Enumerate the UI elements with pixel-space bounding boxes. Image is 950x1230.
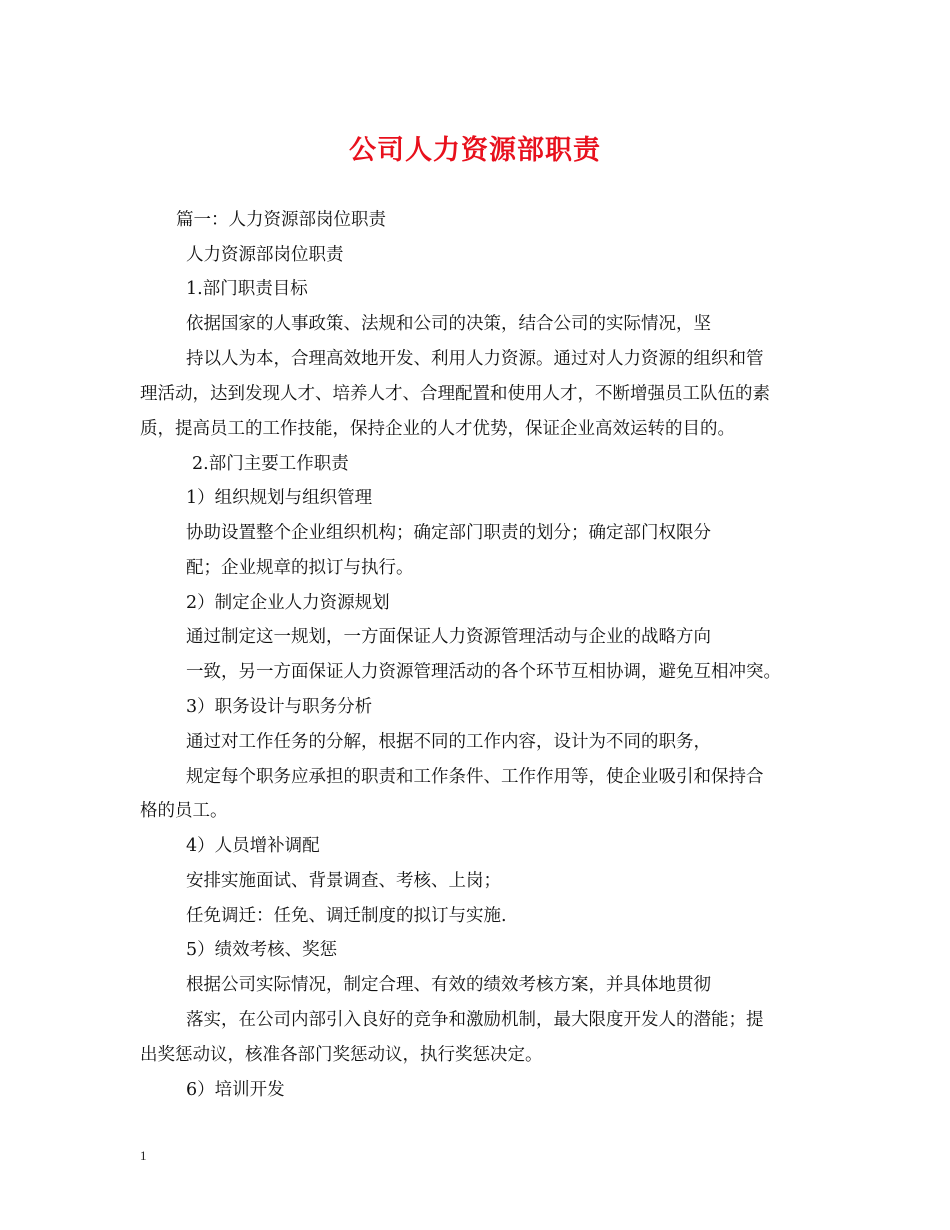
list-item-heading: 3）职务设计与职务分析 [186, 697, 373, 717]
paragraph-line: 格的员工。 [140, 801, 228, 821]
document-title: 公司人力资源部职责 [349, 135, 601, 166]
paragraph-line: 通过对工作任务的分解，根据不同的工作内容，设计为不同的职务， [186, 732, 711, 752]
paragraph-line: 任免调迁：任免、调迁制度的拟订与实施. [186, 906, 507, 926]
paragraph-line: 配；企业规章的拟订与执行。 [186, 558, 414, 578]
list-item-heading: 5）绩效考核、奖惩 [186, 940, 338, 960]
paragraph-line: 规定每个职务应承担的职责和工作条件、工作作用等，使企业吸引和保持合 [186, 767, 764, 787]
paragraph-line: 落实，在公司内部引入良好的竞争和激励机制，最大限度开发人的潜能；提 [186, 1010, 764, 1030]
list-item-heading: 4）人员增补调配 [186, 836, 320, 856]
paragraph-line: 通过制定这一规划，一方面保证人力资源管理活动与企业的战略方向 [186, 627, 711, 647]
list-item-heading: 1）组织规划与组织管理 [186, 488, 373, 508]
paragraph-line: 协助设置整个企业组织机构；确定部门职责的划分；确定部门权限分 [186, 523, 711, 543]
numbered-heading: 1.部门职责目标 [186, 279, 308, 299]
list-item-heading: 6）培训开发 [186, 1080, 285, 1100]
paragraph-line: 理活动，达到发现人才、培养人才、合理配置和使用人才，不断增强员工队伍的素 [140, 384, 770, 404]
numbered-heading: 2.部门主要工作职责 [192, 454, 349, 474]
paragraph-line: 根据公司实际情况，制定合理、有效的绩效考核方案，并具体地贯彻 [186, 975, 711, 995]
paragraph-line: 安排实施面试、背景调查、考核、上岗； [186, 871, 501, 891]
paragraph-line: 一致，另一方面保证人力资源管理活动的各个环节互相协调，避免互相冲突。 [186, 662, 781, 682]
paragraph-line: 依据国家的人事政策、法规和公司的决策，结合公司的实际情况，坚 [186, 314, 711, 334]
section-heading: 篇一：人力资源部岗位职责 [176, 210, 386, 230]
list-item-heading: 2）制定企业人力资源规划 [186, 593, 390, 613]
paragraph-line: 质，提高员工的工作技能，保持企业的人才优势，保证企业高效运转的目的。 [140, 419, 735, 439]
paragraph-line: 出奖惩动议，核准各部门奖惩动议，执行奖惩决定。 [140, 1045, 543, 1065]
paragraph-line: 持以人为本，合理高效地开发、利用人力资源。通过对人力资源的组织和管 [186, 349, 764, 369]
page-number: 1 [140, 1148, 147, 1163]
subsection-heading: 人力资源部岗位职责 [186, 245, 344, 265]
